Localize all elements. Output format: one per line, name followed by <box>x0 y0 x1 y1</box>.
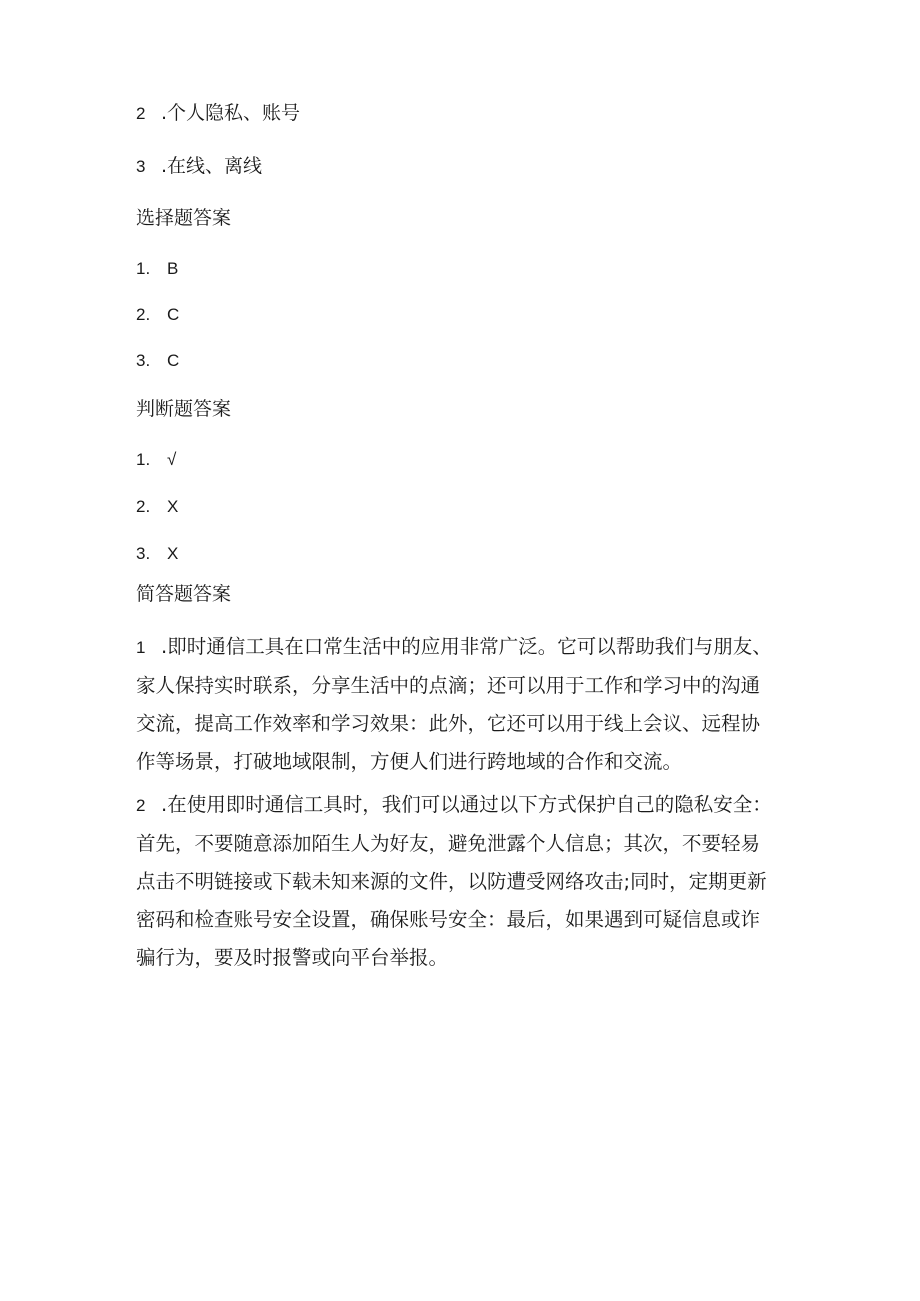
fill-answer-number: 3 <box>136 157 146 176</box>
paragraph-line: 交流，提高工作效率和学习效果：此外，它还可以用于线上会议、远程协 <box>136 712 761 735</box>
choice-item-2 <box>136 302 179 327</box>
choice-item-number: 1. <box>136 259 151 278</box>
short-answer-1 <box>136 628 796 781</box>
choice-item-answer: B <box>167 259 179 278</box>
judge-item-answer: X <box>167 544 179 563</box>
judge-item-3 <box>136 541 178 566</box>
short-answer-number: 1 <box>136 638 146 657</box>
choice-item-number: 2. <box>136 305 151 324</box>
fill-answer-3 <box>136 154 262 179</box>
judge-item-number: 1. <box>136 450 151 469</box>
paragraph-line: 密码和检查账号安全设置，确保账号安全：最后，如果遇到可疑信息或诈 <box>136 908 761 931</box>
choice-item-answer: C <box>167 351 180 370</box>
choice-item-3 <box>136 348 179 373</box>
fill-answer-number: 2 <box>136 104 146 123</box>
judge-item-answer: √ <box>167 450 177 469</box>
choice-item-number: 3. <box>136 351 151 370</box>
paragraph-line: 家人保持实时联系，分享生活中的点滴；还可以用于工作和学习中的沟通 <box>136 674 761 697</box>
paragraph-line: 骗行为，要及时报警或向平台举报。 <box>136 946 449 969</box>
choice-heading: 选择题答案 <box>136 207 232 229</box>
paragraph-line: 点击不明链接或下载未知来源的文件，以防遭受网络攻击;同时，定期更新 <box>136 870 767 893</box>
paragraph-line: 1 .即时通信工具在口常生活中的应用非常广泛。它可以帮助我们与朋友、 <box>136 628 796 667</box>
paragraph-line: 作等场景，打破地域限制，方便人们进行跨地域的合作和交流。 <box>136 750 683 773</box>
short-answer-number: 2 <box>136 796 146 815</box>
short-heading: 简答题答案 <box>136 583 232 605</box>
judge-item-2 <box>136 494 178 519</box>
paragraph-line: 2 .在使用即时通信工具时，我们可以通过以下方式保护自己的隐私安全： <box>136 786 796 825</box>
paragraph-line: 首先，不要随意添加陌生人为好友，避免泄露个人信息；其次，不要轻易 <box>136 832 761 855</box>
fill-answer-text: .个人隐私、账号 <box>161 102 301 124</box>
judge-item-number: 2. <box>136 497 151 516</box>
short-answer-2 <box>136 786 796 977</box>
fill-answer-text: .在线、离线 <box>161 155 263 177</box>
judge-heading: 判断题答案 <box>136 398 232 420</box>
judge-item-answer: X <box>167 497 179 516</box>
judge-item-number: 3. <box>136 544 151 563</box>
fill-answer-2 <box>136 101 300 126</box>
judge-item-1 <box>136 447 176 472</box>
choice-item-1 <box>136 256 178 281</box>
choice-item-answer: C <box>167 305 180 324</box>
